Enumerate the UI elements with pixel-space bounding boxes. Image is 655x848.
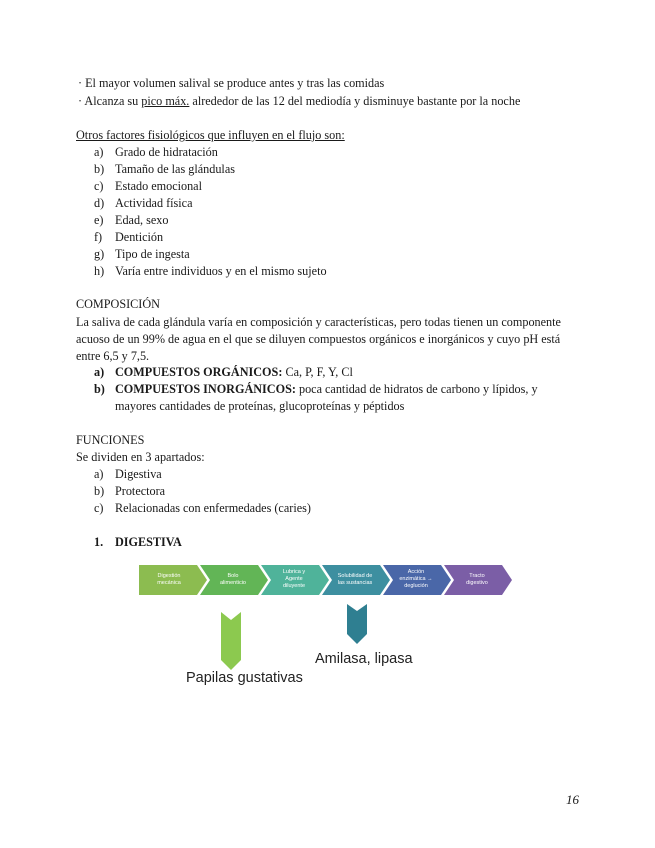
- callout-amilasa: Amilasa, lipasa: [315, 651, 413, 667]
- list-item: b) Protectora: [94, 484, 166, 498]
- factors-heading: Otros factores fisiológicos que influyen en el flujo son:: [76, 128, 345, 142]
- list-item: h) Varía entre individuos y en el mismo sujeto: [94, 264, 327, 278]
- list-item: a) Grado de hidratación: [94, 145, 218, 159]
- down-arrow-icon: [221, 612, 241, 670]
- process-step-3-label: Lubrica y Agente diluyente: [282, 569, 306, 589]
- functions-heading: FUNCIONES: [76, 433, 145, 447]
- functions-intro: Se dividen en 3 apartados:: [76, 450, 205, 464]
- process-step-1-label: Digestión mecánica: [157, 573, 181, 586]
- list-item: f) Dentición: [94, 230, 164, 244]
- intro-bullet-2: · Alcanza su pico máx. alrededor de las 12 del mediodía y disminuye bastante por la noche: [78, 94, 521, 108]
- list-item: c) Relacionadas con enfermedades (caries): [94, 501, 311, 515]
- list-item: a) COMPUESTOS ORGÁNICOS: Ca, P, F, Y, Cl: [94, 365, 353, 379]
- section-heading-digestiva: 1. DIGESTIVA: [94, 535, 182, 549]
- composition-paragraph: La saliva de cada glándula varía en composición y características, pero todas tienen un componente acuoso de un 99% de agua en el que se diluyen compuestos orgánicos e inorgánicos y cuyo pH está entre 6,5 y 7,5.: [76, 315, 561, 363]
- list-item-continuation: mayores cantidades de proteínas, glucoproteínas y péptidos: [115, 399, 405, 413]
- intro-bullet-1: · El mayor volumen salival se produce antes y tras las comidas: [78, 76, 385, 90]
- process-step-6-label: Tracto digestivo: [466, 573, 488, 586]
- list-item: e) Edad, sexo: [94, 213, 169, 227]
- process-step-2-label: Bolo alimenticio: [220, 573, 246, 586]
- list-item: a) Digestiva: [94, 467, 162, 481]
- page-number: 16: [566, 792, 579, 807]
- list-item: d) Actividad física: [94, 196, 193, 210]
- process-step-4-label: Solubilidad de las sustancias: [337, 573, 373, 586]
- process-step-5-label: Acción enzimática → deglución: [399, 569, 433, 589]
- list-item: c) Estado emocional: [94, 179, 202, 193]
- list-item: b) Tamaño de las glándulas: [94, 162, 235, 176]
- down-arrow-icon: [347, 604, 367, 644]
- list-item: b) COMPUESTOS INORGÁNICOS: poca cantidad de hidratos de carbono y lípidos, y: [94, 382, 538, 396]
- composition-heading: COMPOSICIÓN: [76, 297, 160, 311]
- list-item: g) Tipo de ingesta: [94, 247, 190, 261]
- callout-papilas: Papilas gustativas: [186, 670, 303, 686]
